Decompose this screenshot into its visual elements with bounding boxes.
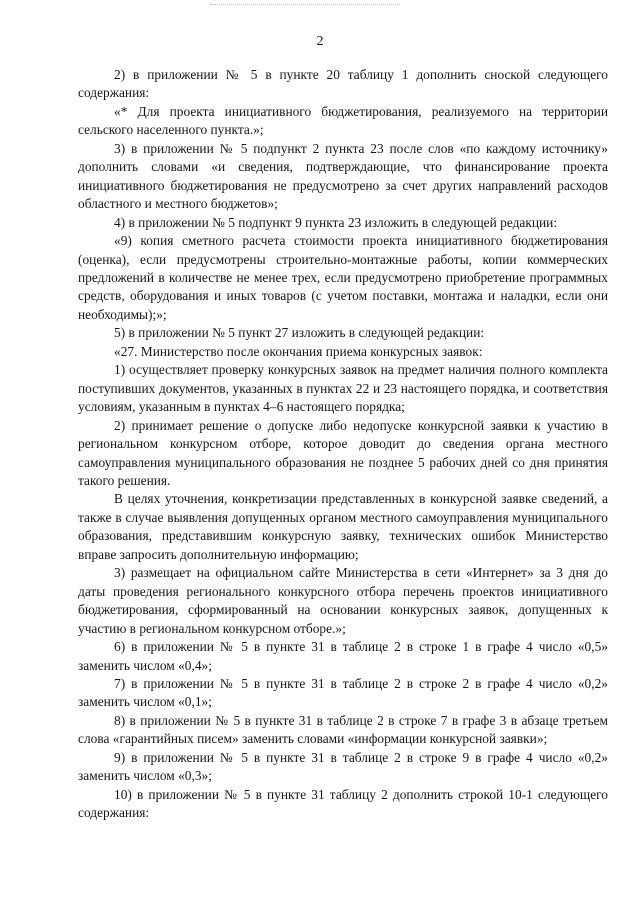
paragraph: 2) принимает решение о допуске либо недопуске конкурсной заявки к участию в региональном конкурсном отборе, которое доводит до сведения органа местного самоуправления муниципального образования не позднее 5 рабочих дней со дня принятия такого решения. [78, 417, 608, 488]
paragraph: 5) в приложении № 5 пункт 27 изложить в следующей редакции: [114, 325, 485, 341]
paragraph: 4) в приложении № 5 подпункт 9 пункта 23 изложить в следующей редакции: [114, 214, 558, 230]
paragraph: 3) размещает на официальном сайте Министерства в сети «Интернет» за 3 дня до даты проведения регионального конкурсного отбора перечень проектов инициативного бюджетирования, сформированный на основании конкурсных заявок, допущенных к участию в региональном конкурсном отборе.»; [78, 565, 608, 636]
paragraph: «27. Министерство после окончания приема конкурсных заявок: [114, 343, 483, 359]
paragraph: «9) копия сметного расчета стоимости проекта инициативного бюджетирования (оценка), если предусмотрены строительно-монтажные работы, копии коммерческих предложений в количестве не менее трех, если предусмотрено приобретение программных средств, оборудования и иных товаров (с учетом поставки, монтажа и наладки, если они необходимы);»; [78, 233, 608, 322]
paragraph: 7) в приложении № 5 в пункте 31 в таблице 2 в строке 2 в графе 4 число «0,2» заменить числом «0,1»; [78, 675, 608, 710]
paragraph: 6) в приложении № 5 в пункте 31 в таблице 2 в строке 1 в графе 4 число «0,5» заменить числом «0,4»; [78, 639, 608, 673]
paragraph: 8) в приложении № 5 в пункте 31 в таблице 2 в строке 7 в графе 3 в абзаце третьем слова «гарантийных писем» заменить словами «информации конкурсной заявки»; [78, 712, 608, 747]
scan-artifact [210, 4, 400, 7]
paragraph: «* Для проекта инициативного бюджетирования, реализуемого на территории сельского населенного пункта.»; [78, 103, 608, 138]
paragraph: 3) в приложении № 5 подпункт 2 пункта 23 после слов «по каждому источнику» дополнить словами «и сведения, подтверждающие, что финансирование проекта инициативного бюджетирования не предусмотрено за счет других направлений расходов областного и местного бюджетов»; [78, 140, 608, 212]
document-body [78, 66, 608, 823]
paragraph: 2) в приложении № 5 в пункте 20 таблицу 1 дополнить сноской следующего содержания: [78, 67, 608, 101]
paragraph: 1) осуществляет проверку конкурсных заявок на предмет наличия полного комплекта поступивших документов, указанных в пунктах 22 и 23 настоящего порядка, и соответствия условиям, указанным в пунктах 4–6 настоящего порядка; [78, 362, 608, 415]
paragraph: 10) в приложении № 5 в пункте 31 таблицу 2 дополнить строкой 10-1 следующего содержания: [78, 786, 608, 821]
paragraph: 9) в приложении № 5 в пункте 31 в таблице 2 в строке 9 в графе 4 число «0,2» заменить числом «0,3»; [78, 749, 608, 784]
page-number: 2 [316, 34, 324, 49]
paragraph: В целях уточнения, конкретизации представленных в конкурсной заявке сведений, а также в случае выявления допущенных органом местного самоуправления муниципального образования, представившим конкурсную заявку, технических ошибок Министерство вправе запросить дополнительную информацию; [78, 491, 608, 562]
